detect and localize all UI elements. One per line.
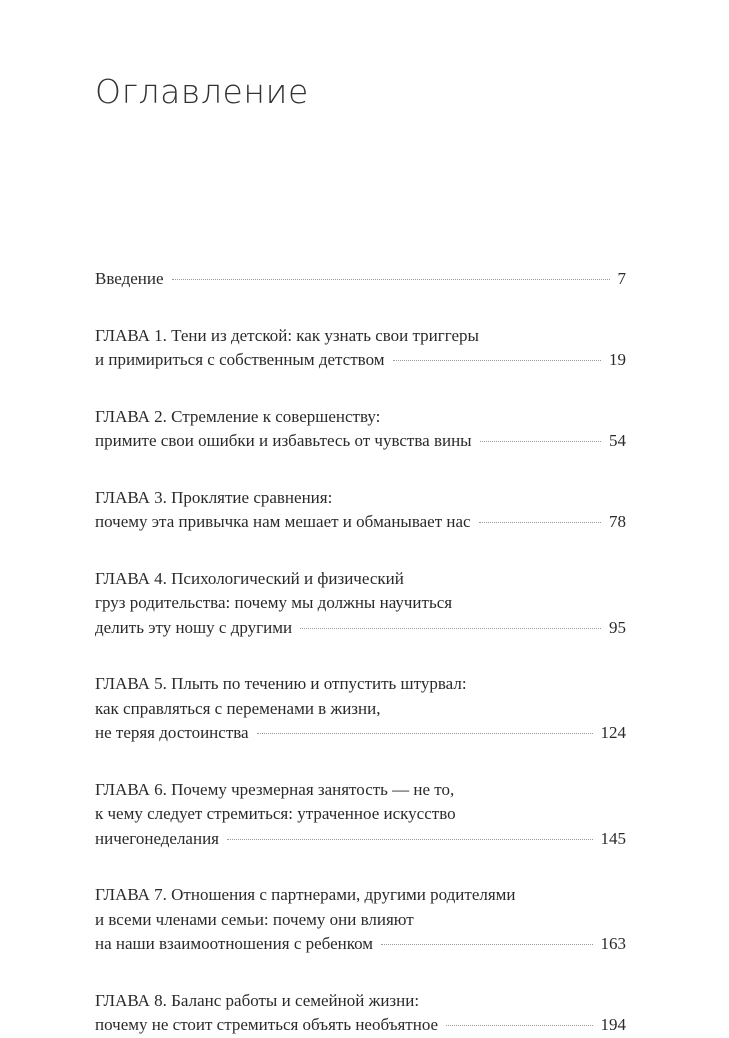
toc-entry-last-line — [95, 510, 626, 535]
page-number: 163 — [600, 934, 626, 953]
toc-entry-last-line — [95, 348, 626, 373]
table-of-contents — [95, 267, 626, 1038]
dot-leader — [480, 441, 601, 442]
dot-leader — [172, 279, 610, 280]
page-number: 145 — [600, 828, 626, 848]
toc-entry-line: не теряя достоинства — [95, 723, 249, 742]
toc-entry-line: ГЛАВА 4. Психологический и физический — [95, 568, 404, 588]
toc-entry — [95, 324, 626, 373]
toc-entry-last-line — [95, 429, 626, 454]
page-number: 194 — [600, 1015, 626, 1034]
toc-entry — [95, 883, 626, 957]
toc-entry-last-line — [95, 827, 626, 852]
toc-entry-line: ГЛАВА 6. Почему чрезмерная занятость — не то, — [95, 779, 455, 799]
toc-entry-line: делить эту ношу с другими — [95, 617, 293, 637]
toc-entry-last-line — [95, 721, 626, 746]
page-number: 78 — [609, 512, 626, 531]
page-number: 95 — [609, 617, 626, 637]
toc-entry-line: ничегонеделания — [95, 828, 219, 848]
toc-entry — [95, 989, 626, 1038]
dot-leader — [257, 733, 593, 734]
toc-entry-line: примите свои ошибки и избавьтесь от чувства вины — [95, 431, 472, 450]
dot-leader — [393, 360, 601, 361]
dot-leader — [300, 628, 601, 629]
page-number: 54 — [609, 431, 626, 450]
dot-leader — [227, 839, 593, 840]
toc-entry — [95, 267, 626, 292]
toc-entry-line: ГЛАВА 2. Стремление к совершенству: — [95, 406, 381, 426]
toc-entry-line: груз родительства: почему мы должны научиться — [95, 593, 453, 612]
page-title: Оглавление — [95, 72, 309, 111]
toc-entry — [95, 567, 626, 641]
toc-entry — [95, 486, 626, 535]
toc-entry-last-line — [95, 616, 626, 641]
dot-leader — [446, 1025, 592, 1026]
toc-entry — [95, 778, 626, 852]
toc-entry-line: как справляться с переменами в жизни, — [95, 698, 381, 718]
page-number: 19 — [609, 350, 626, 369]
toc-entry-last-line — [95, 1013, 626, 1038]
toc-entry-last-line — [95, 267, 626, 292]
page-number: 124 — [600, 723, 626, 742]
toc-entry — [95, 672, 626, 746]
toc-entry-line: ГЛАВА 8. Баланс работы и семейной жизни: — [95, 990, 420, 1010]
toc-entry-line: ГЛАВА 7. Отношения с партнерами, другими родителями — [95, 885, 516, 904]
toc-entry-line: и примириться с собственным детством — [95, 350, 385, 369]
toc-entry-line: ГЛАВА 3. Проклятие сравнения: — [95, 487, 333, 507]
toc-entry-line: ГЛАВА 5. Плыть по течению и отпустить штурвал: — [95, 674, 467, 693]
toc-entry-line: почему эта привычка нам мешает и обманывает нас — [95, 512, 471, 531]
dot-leader — [479, 522, 601, 523]
toc-entry-line: к чему следует стремиться: утраченное искусство — [95, 804, 456, 823]
toc-entry-last-line — [95, 932, 626, 957]
toc-entry-line: Введение — [95, 269, 164, 288]
toc-entry-line: ГЛАВА 1. Тени из детской: как узнать свои триггеры — [95, 325, 479, 345]
toc-entry-line: почему не стоит стремиться объять необъятное — [95, 1015, 439, 1034]
dot-leader — [381, 944, 592, 945]
toc-entry-line: и всеми членами семьи: почему они влияют — [95, 909, 414, 929]
page-number: 7 — [617, 269, 626, 288]
toc-entry-line: на наши взаимоотношения с ребенком — [95, 934, 374, 953]
toc-entry — [95, 405, 626, 454]
